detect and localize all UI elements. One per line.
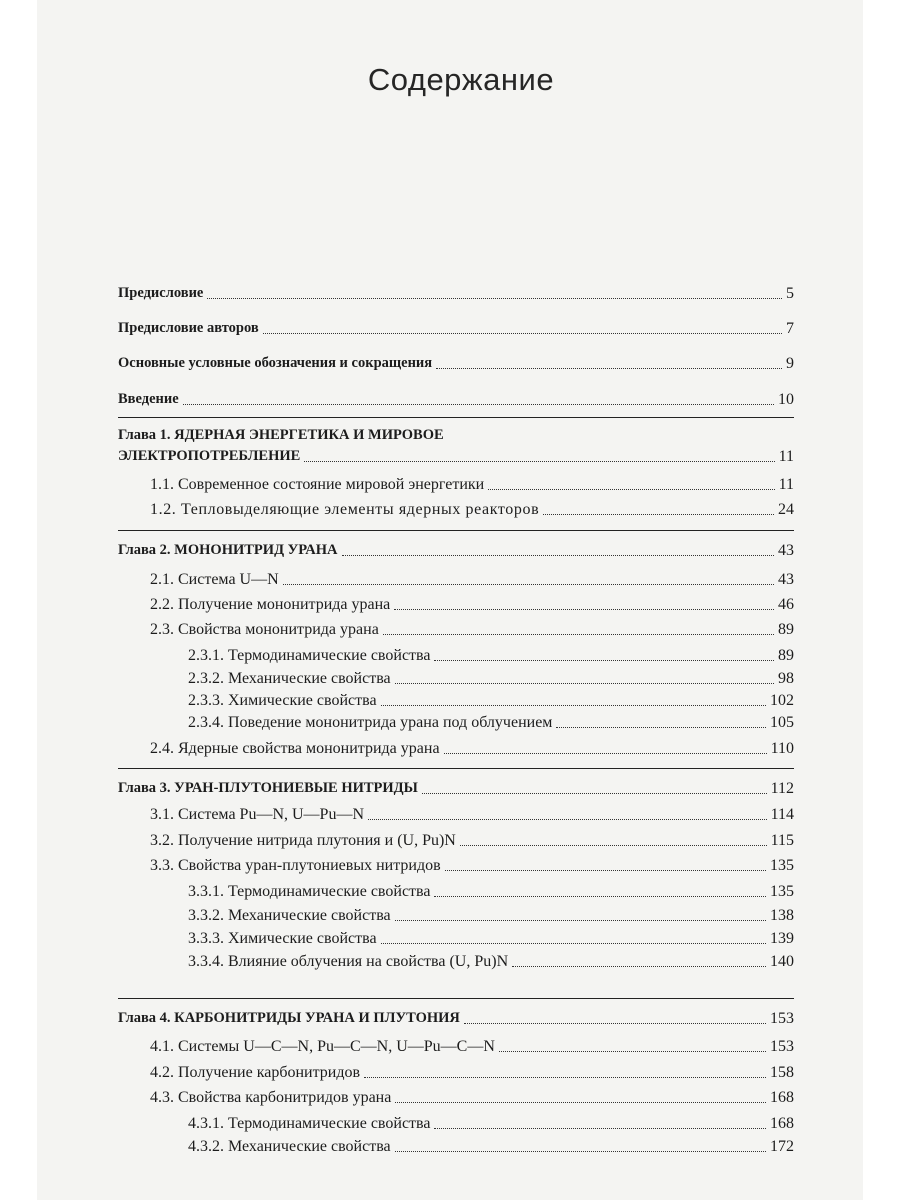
toc-entry-subsection[interactable] [188,882,794,901]
toc-entry-subsection[interactable] [188,952,794,971]
toc-entry-subsection[interactable] [188,1114,794,1133]
dot-leader [368,819,767,820]
toc-entry-section[interactable] [150,500,794,519]
dot-leader [395,683,774,684]
toc-entry-subsection[interactable] [188,691,794,710]
dot-leader [512,966,766,967]
dot-leader [499,1051,766,1052]
dot-leader [381,943,766,944]
dot-leader [444,753,767,754]
toc-entry-text: Глава 4. КАРБОНИТРИДЫ УРАНА И ПЛУТОНИЯ [118,1010,460,1026]
toc-entry-text: 3.3.2. Механические свойства [188,907,391,924]
toc-entry-text: 2.3. Свойства мононитрида урана [150,621,379,638]
chapter-divider [118,768,794,769]
dot-leader [395,1102,766,1103]
toc-entry-section[interactable] [150,595,794,614]
toc-entry-text: 3.3.3. Химические свойства [188,930,377,947]
toc-page-number: 89 [778,647,794,664]
toc-page-number: 153 [770,1038,794,1055]
toc-entry-text: Предисловие [118,285,204,301]
toc-entry-chapter-4[interactable] [118,1009,794,1028]
toc-page-number: 135 [770,883,794,900]
toc-entry-text: 3.2. Получение нитрида плутония и (U, Pu)N [150,832,456,849]
toc-page-number: 140 [770,953,794,970]
toc-entry-text: 4.3.1. Термодинамические свойства [188,1115,431,1132]
toc-page-number: 89 [778,621,794,638]
toc-page-number: 172 [770,1138,794,1155]
toc-entry-text: 2.3.3. Химические свойства [188,692,377,709]
toc-entry-subsection[interactable] [188,646,794,665]
chapter-divider [118,530,794,531]
dot-leader [207,298,782,299]
dot-leader [395,1151,766,1152]
toc-entry-section[interactable] [150,805,794,824]
toc-entry-text: 2.2. Получение мононитрида урана [150,596,391,613]
dot-leader [304,461,774,462]
dot-leader [395,920,766,921]
dot-leader [383,634,774,635]
toc-page-number: 153 [770,1010,794,1027]
toc-entry-subsection[interactable] [188,1137,794,1156]
toc-entry-text: 2.3.4. Поведение мононитрида урана под облучением [188,714,553,731]
toc-page-number: 43 [778,571,794,588]
toc-entry-text: Глава 2. МОНОНИТРИД УРАНА [118,542,338,558]
toc-page-number: 11 [778,448,794,465]
toc-page-number: 112 [770,780,794,797]
toc-page-number: 138 [770,907,794,924]
toc-entry-section[interactable] [150,475,794,494]
toc-entry-subsection[interactable] [188,906,794,925]
dot-leader [394,609,774,610]
toc-entry-section[interactable] [150,1063,794,1082]
dot-leader [436,368,782,369]
toc-entry-section[interactable] [150,570,794,589]
toc-entry-text: ЭЛЕКТРОПОТРЕБЛЕНИЕ [118,448,301,464]
dot-leader [464,1023,766,1024]
toc-entry-text: 2.3.1. Термодинамические свойства [188,647,431,664]
toc-page-number: 102 [770,692,794,709]
toc-entry-text: 2.3.2. Механические свойства [188,670,391,687]
dot-leader [283,584,774,585]
toc-page-number: 9 [786,355,794,372]
toc-entry-preface[interactable] [118,284,794,303]
toc-page-number: 139 [770,930,794,947]
dot-leader [434,896,766,897]
toc-entry-text: 4.2. Получение карбонитридов [150,1064,361,1081]
toc-page-number: 115 [770,832,794,849]
chapter-divider [118,417,794,418]
dot-leader [342,555,774,556]
toc-entry-chapter-1[interactable] [118,447,794,466]
dot-leader [543,514,774,515]
toc-page-number: 11 [778,476,794,493]
toc-page-number: 114 [770,806,794,823]
toc-entry-section[interactable] [150,856,794,875]
toc-entry-section[interactable] [150,1088,794,1107]
toc-entry-section[interactable] [150,831,794,850]
dot-leader [364,1077,766,1078]
toc-entry-text: 1.1. Современное состояние мировой энергетики [150,476,485,493]
toc-page-number: 46 [778,596,794,613]
toc-entry-subsection[interactable] [188,669,794,688]
dot-leader [422,793,767,794]
toc-entry-text: 4.3.2. Механические свойства [188,1138,391,1155]
toc-entry-text: Глава 3. УРАН-ПЛУТОНИЕВЫЕ НИТРИДЫ [118,780,418,796]
toc-entry-text: 1.2. Тепловыделяющие элементы ядерных реакторов [150,501,540,518]
toc-entry-notation[interactable] [118,354,794,373]
toc-page-number: 168 [770,1089,794,1106]
toc-page-number: 158 [770,1064,794,1081]
toc-entry-chapter-2[interactable] [118,541,794,560]
toc-page-number: 135 [770,857,794,874]
dot-leader [434,660,774,661]
toc-entry-subsection[interactable] [188,713,794,732]
toc-page-number: 7 [786,320,794,337]
toc-entry-text: 4.1. Системы U—C—N, Pu—C—N, U—Pu—C—N [150,1038,495,1055]
toc-entry-text: 3.3. Свойства уран-плутониевых нитридов [150,857,441,874]
dot-leader [460,845,767,846]
toc-entry-text: Предисловие авторов [118,320,259,336]
toc-entry-section[interactable] [150,739,794,758]
toc-entry-text: 3.3.4. Влияние облучения на свойства (U, Pu)N [188,953,509,970]
dot-leader [556,727,766,728]
toc-page-number: 43 [778,542,794,559]
chapter-divider [118,998,794,999]
toc-entry-text: 2.4. Ядерные свойства мононитрида урана [150,740,440,757]
page-title: Содержание [367,62,555,97]
toc-entry-text: 3.3.1. Термодинамические свойства [188,883,431,900]
toc-page-number: 5 [786,285,794,302]
dot-leader [488,489,774,490]
toc-page-number: 110 [770,740,794,757]
toc-entry-authors-preface[interactable] [118,319,794,338]
dot-leader [263,333,782,334]
toc-page-number: 24 [778,501,794,518]
toc-entry-section[interactable] [150,620,794,639]
toc-page-number: 105 [770,714,794,731]
chapter-1-title-line1[interactable]: Глава 1. ЯДЕРНАЯ ЭНЕРГЕТИКА И МИРОВОЕ [118,427,444,443]
toc-entry-section[interactable] [150,1037,794,1056]
toc-entry-subsection[interactable] [188,929,794,948]
toc-page-number: 168 [770,1115,794,1132]
toc-entry-text: 3.1. Система Pu—N, U—Pu—N [150,806,365,823]
dot-leader [445,870,766,871]
dot-leader [381,705,766,706]
toc-page-number: 10 [778,391,794,408]
dot-leader [183,404,774,405]
dot-leader [434,1128,766,1129]
toc-entry-text: Введение [118,391,179,407]
toc-entry-text: Основные условные обозначения и сокращения [118,355,433,371]
toc-entry-text: 4.3. Свойства карбонитридов урана [150,1089,392,1106]
toc-entry-chapter-3[interactable] [118,779,794,798]
toc-entry-introduction[interactable] [118,390,794,409]
toc-entry-text: 2.1. Система U—N [150,571,279,588]
toc-page-number: 98 [778,670,794,687]
